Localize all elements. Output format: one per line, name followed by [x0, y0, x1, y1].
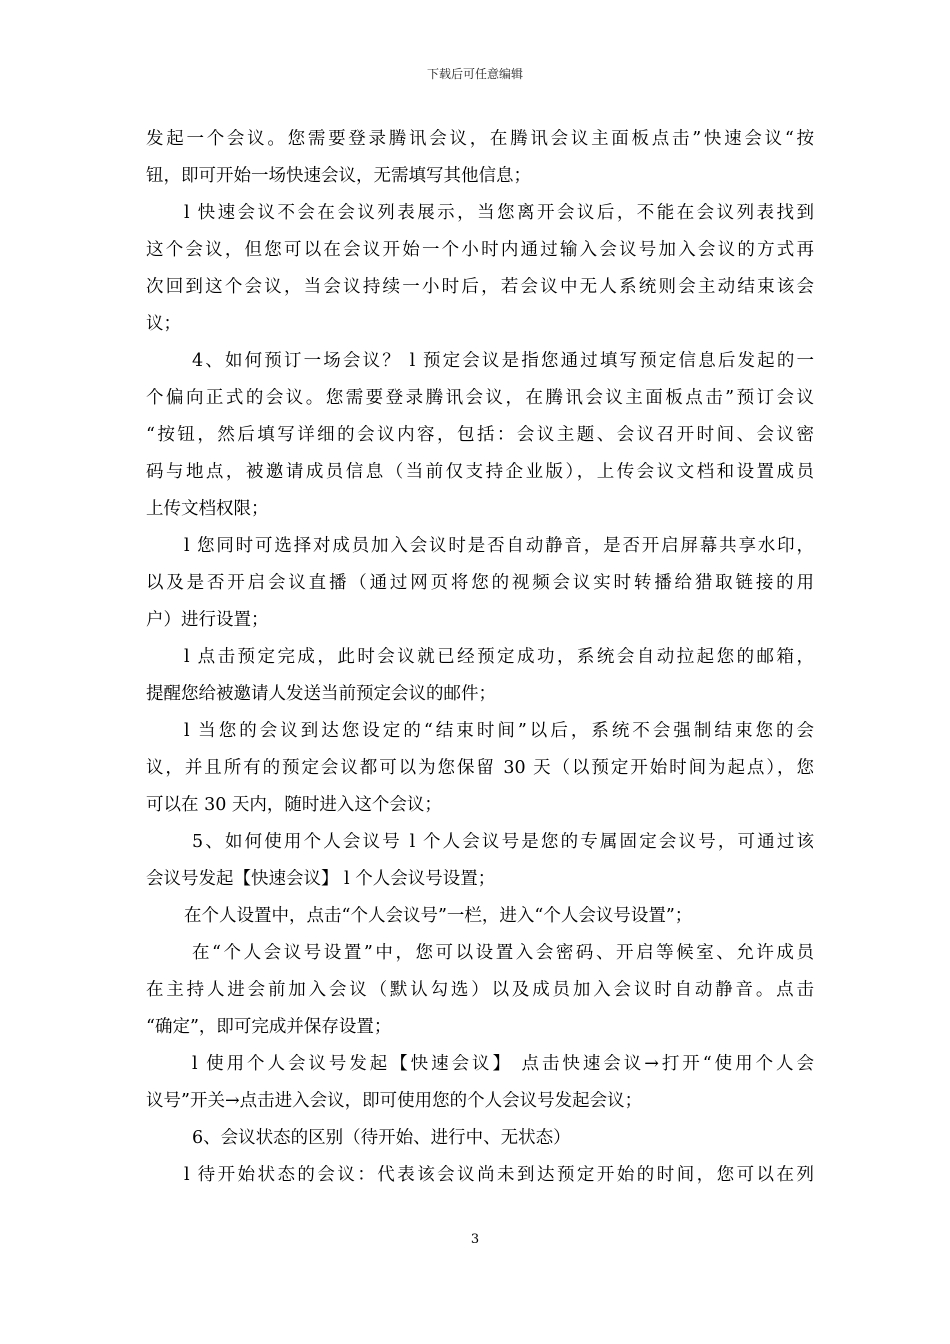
text-line: “按钮，然后填写详细的会议内容，包括：会议主题、会议召开时间、会议密 [146, 425, 814, 445]
text-line: 会议号发起【快速会议】 l 个人会议号设置； [146, 869, 496, 889]
text-line: 码与地点，被邀请成员信息（当前仅支持企业版），上传会议文档和设置成员 [146, 462, 814, 482]
text-line: l 快速会议不会在会议列表展示，当您离开会议后，不能在会议列表找到 [184, 203, 814, 223]
text-line: 议； [146, 314, 181, 334]
text-line: 户）进行设置； [146, 610, 269, 630]
text-line: l 点击预定完成，此时会议就已经预定成功，系统会自动拉起您的邮箱， [184, 647, 814, 667]
text-line: 以及是否开启会议直播（通过网页将您的视频会议实时转播给猎取链接的用 [146, 573, 814, 593]
text-line: l 待开始状态的会议：代表该会议尚未到达预定开始的时间，您可以在列 [184, 1165, 814, 1185]
text-line: l 使用个人会议号发起【快速会议】 点击快速会议→打开“使用个人会 [192, 1054, 814, 1074]
text-line: 个偏向正式的会议。您需要登录腾讯会议，在腾讯会议主面板点击”预订会议 [146, 388, 814, 408]
text-line: 4、如何预订一场会议？ l 预定会议是指您通过填写预定信息后发起的一 [192, 351, 814, 371]
page-number: 3 [470, 1232, 480, 1247]
text-line: 次回到这个会议，当会议持续一小时后，若会议中无人系统则会主动结束该会 [146, 277, 814, 297]
text-line: 钮，即可开始一场快速会议，无需填写其他信息； [146, 166, 531, 186]
text-line: 5、如何使用个人会议号 l 个人会议号是您的专属固定会议号，可通过该 [192, 832, 814, 852]
text-line: l 当您的会议到达您设定的“结束时间”以后，系统不会强制结束您的会 [184, 721, 814, 741]
text-line: 议，并且所有的预定会议都可以为您保留 30 天（以预定开始时间为起点），您 [146, 758, 814, 778]
text-line: l 您同时可选择对成员加入会议时是否自动静音，是否开启屏幕共享水印， [184, 536, 814, 556]
text-line: 上传文档权限； [146, 499, 269, 519]
text-line: 发起一个会议。您需要登录腾讯会议，在腾讯会议主面板点击”快速会议“按 [146, 129, 814, 149]
page-header: 下载后可任意编辑 [426, 67, 523, 81]
document-body [146, 121, 814, 1194]
text-line: “确定”，即可完成并保存设置； [146, 1017, 392, 1037]
text-line: 这个会议，但您可以在会议开始一个小时内通过输入会议号加入会议的方式再 [146, 240, 814, 260]
text-line: 在主持人进会前加入会议（默认勾选）以及成员加入会议时自动静音。点击 [146, 980, 814, 1000]
text-line: 可以在 30 天内，随时进入这个会议； [146, 795, 442, 815]
text-line: 6、会议状态的区别（待开始、进行中、无状态） [192, 1128, 571, 1148]
text-line: 提醒您给被邀请人发送当前预定会议的邮件； [146, 684, 496, 704]
text-line: 议号”开关→点击进入会议，即可使用您的个人会议号发起会议； [146, 1091, 643, 1111]
text-line: 在个人设置中，点击“个人会议号”一栏，进入“个人会议号设置”； [184, 906, 693, 926]
text-line: 在“个人会议号设置”中，您可以设置入会密码、开启等候室、允许成员 [192, 943, 814, 963]
